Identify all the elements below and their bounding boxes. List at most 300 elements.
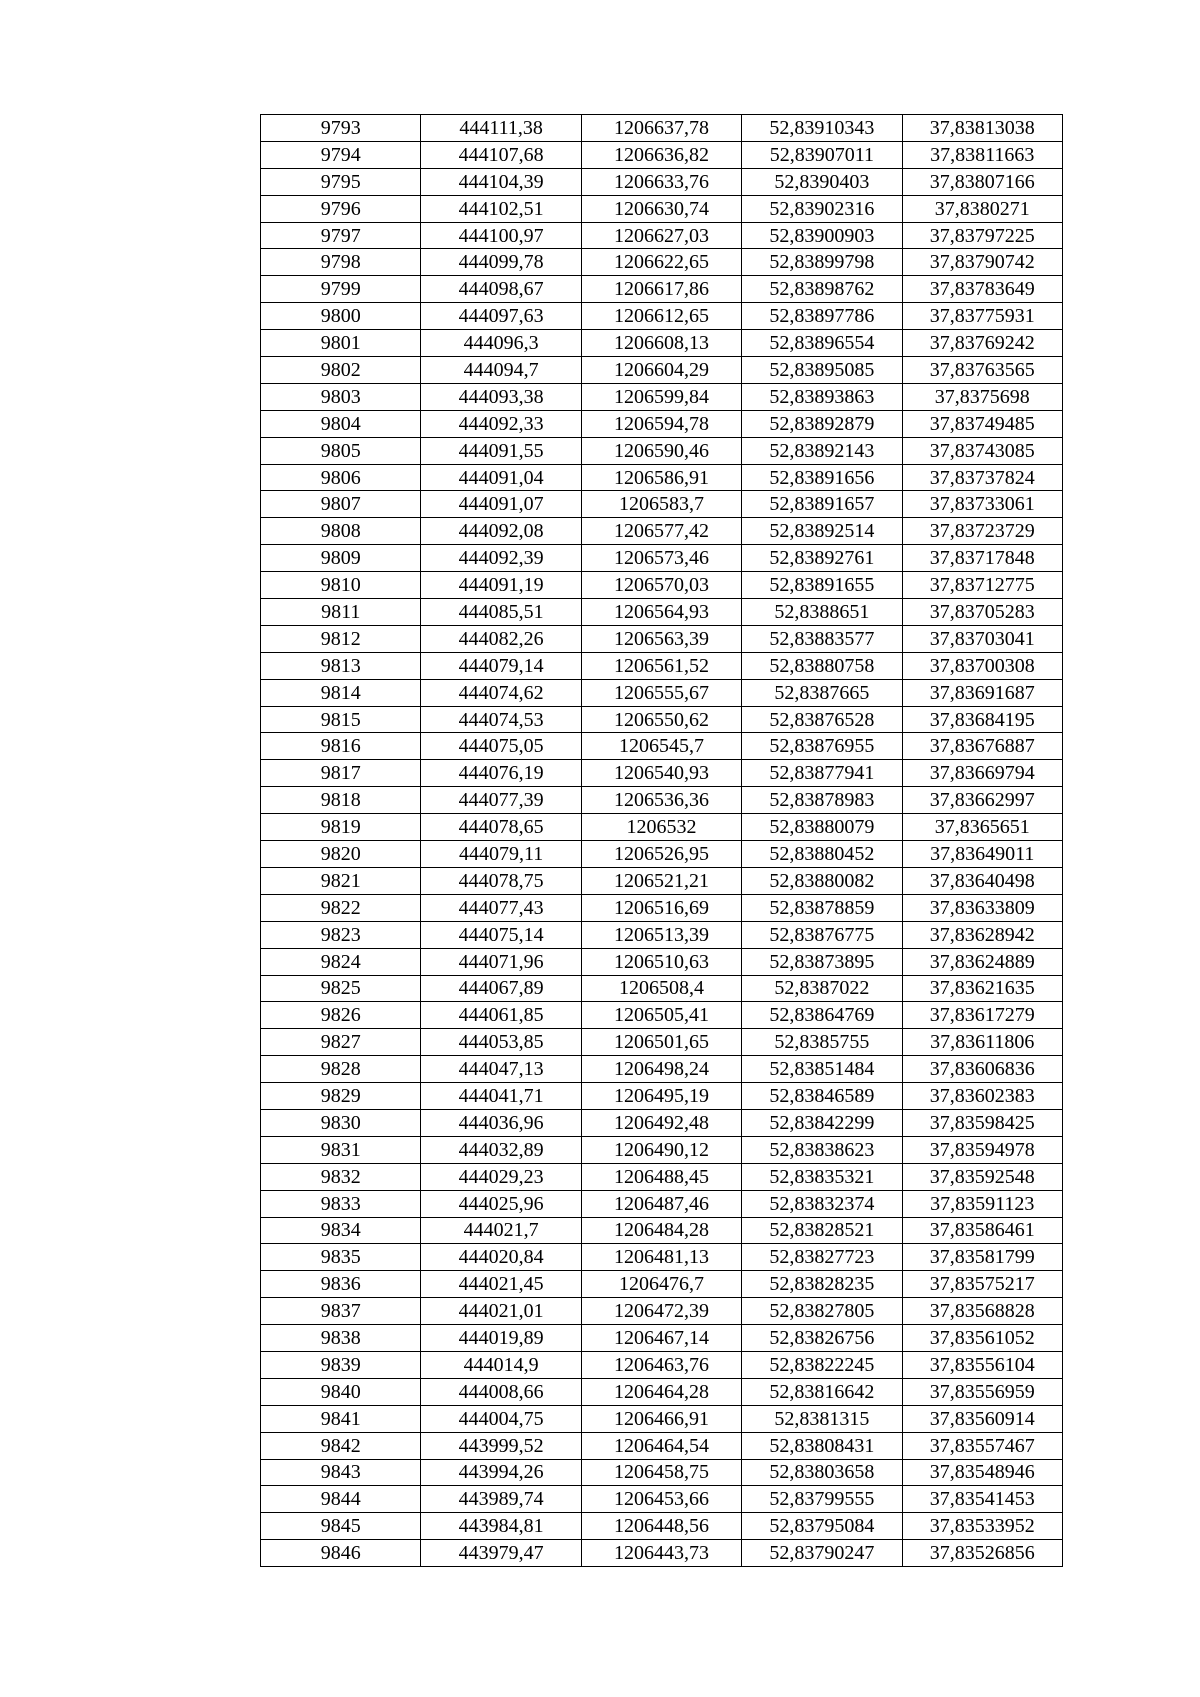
y-coordinate-cell: 1206622,65	[581, 249, 741, 276]
x-coordinate-cell: 444047,13	[421, 1056, 581, 1083]
y-coordinate-cell: 1206463,76	[581, 1351, 741, 1378]
table-row	[261, 383, 1063, 410]
x-coordinate-cell: 444107,68	[421, 141, 581, 168]
longitude-cell: 37,83560914	[902, 1405, 1062, 1432]
x-coordinate-cell: 444014,9	[421, 1351, 581, 1378]
latitude-cell: 52,8387665	[742, 679, 902, 706]
table-row	[261, 814, 1063, 841]
table-row	[261, 975, 1063, 1002]
latitude-cell: 52,83864769	[742, 1002, 902, 1029]
latitude-cell: 52,83891657	[742, 491, 902, 518]
latitude-cell: 52,83876775	[742, 921, 902, 948]
latitude-cell: 52,83892514	[742, 518, 902, 545]
point-number-cell: 9846	[261, 1540, 421, 1567]
table-row	[261, 1459, 1063, 1486]
table-row	[261, 168, 1063, 195]
table-row	[261, 357, 1063, 384]
x-coordinate-cell: 444021,01	[421, 1298, 581, 1325]
longitude-cell: 37,83548946	[902, 1459, 1062, 1486]
y-coordinate-cell: 1206604,29	[581, 357, 741, 384]
table-row	[261, 491, 1063, 518]
point-number-cell: 9840	[261, 1378, 421, 1405]
point-number-cell: 9801	[261, 330, 421, 357]
longitude-cell: 37,83617279	[902, 1002, 1062, 1029]
latitude-cell: 52,83832374	[742, 1190, 902, 1217]
longitude-cell: 37,83662997	[902, 787, 1062, 814]
point-number-cell: 9830	[261, 1109, 421, 1136]
point-number-cell: 9819	[261, 814, 421, 841]
latitude-cell: 52,83827723	[742, 1244, 902, 1271]
y-coordinate-cell: 1206464,54	[581, 1432, 741, 1459]
y-coordinate-cell: 1206505,41	[581, 1002, 741, 1029]
longitude-cell: 37,83763565	[902, 357, 1062, 384]
point-number-cell: 9814	[261, 679, 421, 706]
y-coordinate-cell: 1206476,7	[581, 1271, 741, 1298]
table-row	[261, 921, 1063, 948]
point-number-cell: 9828	[261, 1056, 421, 1083]
y-coordinate-cell: 1206513,39	[581, 921, 741, 948]
x-coordinate-cell: 444019,89	[421, 1325, 581, 1352]
x-coordinate-cell: 444091,19	[421, 572, 581, 599]
longitude-cell: 37,83568828	[902, 1298, 1062, 1325]
point-number-cell: 9822	[261, 894, 421, 921]
point-number-cell: 9809	[261, 545, 421, 572]
x-coordinate-cell: 444076,19	[421, 760, 581, 787]
latitude-cell: 52,83891656	[742, 464, 902, 491]
table-row	[261, 1244, 1063, 1271]
table-row	[261, 1190, 1063, 1217]
latitude-cell: 52,83880082	[742, 867, 902, 894]
x-coordinate-cell: 444075,14	[421, 921, 581, 948]
table-row	[261, 1056, 1063, 1083]
table-row	[261, 1351, 1063, 1378]
longitude-cell: 37,83561052	[902, 1325, 1062, 1352]
latitude-cell: 52,83803658	[742, 1459, 902, 1486]
x-coordinate-cell: 444091,55	[421, 437, 581, 464]
point-number-cell: 9826	[261, 1002, 421, 1029]
latitude-cell: 52,83822245	[742, 1351, 902, 1378]
latitude-cell: 52,8381315	[742, 1405, 902, 1432]
x-coordinate-cell: 444096,3	[421, 330, 581, 357]
longitude-cell: 37,83586461	[902, 1217, 1062, 1244]
table-row	[261, 1083, 1063, 1110]
table-row	[261, 115, 1063, 142]
longitude-cell: 37,83624889	[902, 948, 1062, 975]
point-number-cell: 9820	[261, 841, 421, 868]
y-coordinate-cell: 1206472,39	[581, 1298, 741, 1325]
longitude-cell: 37,83717848	[902, 545, 1062, 572]
latitude-cell: 52,83808431	[742, 1432, 902, 1459]
y-coordinate-cell: 1206508,4	[581, 975, 741, 1002]
point-number-cell: 9815	[261, 706, 421, 733]
table-row	[261, 222, 1063, 249]
latitude-cell: 52,8385755	[742, 1029, 902, 1056]
latitude-cell: 52,83900903	[742, 222, 902, 249]
latitude-cell: 52,83892143	[742, 437, 902, 464]
point-number-cell: 9793	[261, 115, 421, 142]
latitude-cell: 52,83851484	[742, 1056, 902, 1083]
latitude-cell: 52,83910343	[742, 115, 902, 142]
y-coordinate-cell: 1206464,28	[581, 1378, 741, 1405]
table-row	[261, 733, 1063, 760]
longitude-cell: 37,83591123	[902, 1190, 1062, 1217]
y-coordinate-cell: 1206498,24	[581, 1056, 741, 1083]
longitude-cell: 37,83581799	[902, 1244, 1062, 1271]
table-row	[261, 1405, 1063, 1432]
x-coordinate-cell: 444099,78	[421, 249, 581, 276]
latitude-cell: 52,83816642	[742, 1378, 902, 1405]
y-coordinate-cell: 1206563,39	[581, 625, 741, 652]
table-row	[261, 787, 1063, 814]
x-coordinate-cell: 444093,38	[421, 383, 581, 410]
table-row	[261, 760, 1063, 787]
y-coordinate-cell: 1206516,69	[581, 894, 741, 921]
x-coordinate-cell: 444004,75	[421, 1405, 581, 1432]
table-row	[261, 679, 1063, 706]
longitude-cell: 37,83691687	[902, 679, 1062, 706]
table-row	[261, 1029, 1063, 1056]
longitude-cell: 37,8375698	[902, 383, 1062, 410]
point-number-cell: 9811	[261, 599, 421, 626]
table-row	[261, 625, 1063, 652]
x-coordinate-cell: 444092,33	[421, 410, 581, 437]
longitude-cell: 37,83594978	[902, 1136, 1062, 1163]
y-coordinate-cell: 1206608,13	[581, 330, 741, 357]
x-coordinate-cell: 444021,45	[421, 1271, 581, 1298]
latitude-cell: 52,8388651	[742, 599, 902, 626]
point-number-cell: 9825	[261, 975, 421, 1002]
longitude-cell: 37,83700308	[902, 652, 1062, 679]
y-coordinate-cell: 1206594,78	[581, 410, 741, 437]
x-coordinate-cell: 444075,05	[421, 733, 581, 760]
y-coordinate-cell: 1206492,48	[581, 1109, 741, 1136]
y-coordinate-cell: 1206550,62	[581, 706, 741, 733]
point-number-cell: 9827	[261, 1029, 421, 1056]
point-number-cell: 9824	[261, 948, 421, 975]
x-coordinate-cell: 443989,74	[421, 1486, 581, 1513]
table-row	[261, 1136, 1063, 1163]
longitude-cell: 37,83743085	[902, 437, 1062, 464]
table-row	[261, 410, 1063, 437]
table-row	[261, 652, 1063, 679]
latitude-cell: 52,83907011	[742, 141, 902, 168]
point-number-cell: 9796	[261, 195, 421, 222]
y-coordinate-cell: 1206488,45	[581, 1163, 741, 1190]
x-coordinate-cell: 443999,52	[421, 1432, 581, 1459]
y-coordinate-cell: 1206637,78	[581, 115, 741, 142]
longitude-cell: 37,83541453	[902, 1486, 1062, 1513]
y-coordinate-cell: 1206617,86	[581, 276, 741, 303]
table-row	[261, 545, 1063, 572]
point-number-cell: 9843	[261, 1459, 421, 1486]
longitude-cell: 37,83606836	[902, 1056, 1062, 1083]
point-number-cell: 9794	[261, 141, 421, 168]
point-number-cell: 9834	[261, 1217, 421, 1244]
point-number-cell: 9808	[261, 518, 421, 545]
x-coordinate-cell: 444077,39	[421, 787, 581, 814]
table-row	[261, 303, 1063, 330]
latitude-cell: 52,83895085	[742, 357, 902, 384]
longitude-cell: 37,83669794	[902, 760, 1062, 787]
point-number-cell: 9798	[261, 249, 421, 276]
point-number-cell: 9821	[261, 867, 421, 894]
x-coordinate-cell: 444020,84	[421, 1244, 581, 1271]
point-number-cell: 9829	[261, 1083, 421, 1110]
table-row	[261, 249, 1063, 276]
y-coordinate-cell: 1206521,21	[581, 867, 741, 894]
y-coordinate-cell: 1206501,65	[581, 1029, 741, 1056]
latitude-cell: 52,83835321	[742, 1163, 902, 1190]
x-coordinate-cell: 444111,38	[421, 115, 581, 142]
point-number-cell: 9806	[261, 464, 421, 491]
y-coordinate-cell: 1206570,03	[581, 572, 741, 599]
x-coordinate-cell: 444029,23	[421, 1163, 581, 1190]
y-coordinate-cell: 1206577,42	[581, 518, 741, 545]
y-coordinate-cell: 1206586,91	[581, 464, 741, 491]
point-number-cell: 9836	[261, 1271, 421, 1298]
x-coordinate-cell: 443979,47	[421, 1540, 581, 1567]
longitude-cell: 37,83556959	[902, 1378, 1062, 1405]
y-coordinate-cell: 1206481,13	[581, 1244, 741, 1271]
longitude-cell: 37,83533952	[902, 1513, 1062, 1540]
latitude-cell: 52,83880452	[742, 841, 902, 868]
y-coordinate-cell: 1206636,82	[581, 141, 741, 168]
point-number-cell: 9805	[261, 437, 421, 464]
point-number-cell: 9818	[261, 787, 421, 814]
x-coordinate-cell: 444100,97	[421, 222, 581, 249]
y-coordinate-cell: 1206487,46	[581, 1190, 741, 1217]
table-row	[261, 1325, 1063, 1352]
table-row	[261, 894, 1063, 921]
longitude-cell: 37,8365651	[902, 814, 1062, 841]
y-coordinate-cell: 1206490,12	[581, 1136, 741, 1163]
point-number-cell: 9795	[261, 168, 421, 195]
longitude-cell: 37,83556104	[902, 1351, 1062, 1378]
table-row	[261, 141, 1063, 168]
longitude-cell: 37,83649011	[902, 841, 1062, 868]
point-number-cell: 9807	[261, 491, 421, 518]
latitude-cell: 52,83838623	[742, 1136, 902, 1163]
point-number-cell: 9817	[261, 760, 421, 787]
x-coordinate-cell: 444025,96	[421, 1190, 581, 1217]
longitude-cell: 37,83783649	[902, 276, 1062, 303]
y-coordinate-cell: 1206536,36	[581, 787, 741, 814]
longitude-cell: 37,83797225	[902, 222, 1062, 249]
table-row	[261, 1513, 1063, 1540]
latitude-cell: 52,83893863	[742, 383, 902, 410]
point-number-cell: 9838	[261, 1325, 421, 1352]
x-coordinate-cell: 444071,96	[421, 948, 581, 975]
y-coordinate-cell: 1206612,65	[581, 303, 741, 330]
x-coordinate-cell: 444091,04	[421, 464, 581, 491]
point-number-cell: 9810	[261, 572, 421, 599]
table-row	[261, 867, 1063, 894]
latitude-cell: 52,83799555	[742, 1486, 902, 1513]
x-coordinate-cell: 443994,26	[421, 1459, 581, 1486]
longitude-cell: 37,83733061	[902, 491, 1062, 518]
y-coordinate-cell: 1206510,63	[581, 948, 741, 975]
point-number-cell: 9799	[261, 276, 421, 303]
point-number-cell: 9813	[261, 652, 421, 679]
latitude-cell: 52,83842299	[742, 1109, 902, 1136]
latitude-cell: 52,83876528	[742, 706, 902, 733]
y-coordinate-cell: 1206484,28	[581, 1217, 741, 1244]
y-coordinate-cell: 1206467,14	[581, 1325, 741, 1352]
longitude-cell: 37,83592548	[902, 1163, 1062, 1190]
x-coordinate-cell: 444094,7	[421, 357, 581, 384]
longitude-cell: 37,83640498	[902, 867, 1062, 894]
y-coordinate-cell: 1206561,52	[581, 652, 741, 679]
x-coordinate-cell: 444053,85	[421, 1029, 581, 1056]
x-coordinate-cell: 444036,96	[421, 1109, 581, 1136]
table-row	[261, 276, 1063, 303]
y-coordinate-cell: 1206564,93	[581, 599, 741, 626]
latitude-cell: 52,83899798	[742, 249, 902, 276]
latitude-cell: 52,83846589	[742, 1083, 902, 1110]
x-coordinate-cell: 444061,85	[421, 1002, 581, 1029]
table-row	[261, 841, 1063, 868]
longitude-cell: 37,83628942	[902, 921, 1062, 948]
x-coordinate-cell: 444008,66	[421, 1378, 581, 1405]
y-coordinate-cell: 1206540,93	[581, 760, 741, 787]
latitude-cell: 52,83883577	[742, 625, 902, 652]
y-coordinate-cell: 1206453,66	[581, 1486, 741, 1513]
longitude-cell: 37,83813038	[902, 115, 1062, 142]
longitude-cell: 37,83712775	[902, 572, 1062, 599]
longitude-cell: 37,83684195	[902, 706, 1062, 733]
latitude-cell: 52,83892879	[742, 410, 902, 437]
point-number-cell: 9833	[261, 1190, 421, 1217]
x-coordinate-cell: 444078,75	[421, 867, 581, 894]
latitude-cell: 52,83902316	[742, 195, 902, 222]
latitude-cell: 52,83897786	[742, 303, 902, 330]
latitude-cell: 52,83878983	[742, 787, 902, 814]
y-coordinate-cell: 1206443,73	[581, 1540, 741, 1567]
x-coordinate-cell: 444032,89	[421, 1136, 581, 1163]
table-row	[261, 1540, 1063, 1567]
y-coordinate-cell: 1206458,75	[581, 1459, 741, 1486]
y-coordinate-cell: 1206633,76	[581, 168, 741, 195]
point-number-cell: 9797	[261, 222, 421, 249]
y-coordinate-cell: 1206630,74	[581, 195, 741, 222]
point-number-cell: 9839	[261, 1351, 421, 1378]
latitude-cell: 52,83828235	[742, 1271, 902, 1298]
longitude-cell: 37,8380271	[902, 195, 1062, 222]
y-coordinate-cell: 1206466,91	[581, 1405, 741, 1432]
point-number-cell: 9832	[261, 1163, 421, 1190]
table-row	[261, 1217, 1063, 1244]
latitude-cell: 52,83880079	[742, 814, 902, 841]
longitude-cell: 37,83633809	[902, 894, 1062, 921]
table-row	[261, 437, 1063, 464]
table-row	[261, 1486, 1063, 1513]
x-coordinate-cell: 444092,08	[421, 518, 581, 545]
table-row	[261, 706, 1063, 733]
point-number-cell: 9804	[261, 410, 421, 437]
y-coordinate-cell: 1206526,95	[581, 841, 741, 868]
latitude-cell: 52,83880758	[742, 652, 902, 679]
x-coordinate-cell: 444074,62	[421, 679, 581, 706]
x-coordinate-cell: 444097,63	[421, 303, 581, 330]
point-number-cell: 9841	[261, 1405, 421, 1432]
latitude-cell: 52,83878859	[742, 894, 902, 921]
longitude-cell: 37,83575217	[902, 1271, 1062, 1298]
x-coordinate-cell: 444091,07	[421, 491, 581, 518]
x-coordinate-cell: 444041,71	[421, 1083, 581, 1110]
table-row	[261, 1163, 1063, 1190]
point-number-cell: 9842	[261, 1432, 421, 1459]
latitude-cell: 52,83877941	[742, 760, 902, 787]
latitude-cell: 52,83828521	[742, 1217, 902, 1244]
latitude-cell: 52,83876955	[742, 733, 902, 760]
point-number-cell: 9837	[261, 1298, 421, 1325]
table-row	[261, 518, 1063, 545]
longitude-cell: 37,83723729	[902, 518, 1062, 545]
longitude-cell: 37,83811663	[902, 141, 1062, 168]
x-coordinate-cell: 444104,39	[421, 168, 581, 195]
y-coordinate-cell: 1206448,56	[581, 1513, 741, 1540]
y-coordinate-cell: 1206599,84	[581, 383, 741, 410]
table-row	[261, 1109, 1063, 1136]
latitude-cell: 52,83790247	[742, 1540, 902, 1567]
latitude-cell: 52,83892761	[742, 545, 902, 572]
table-row	[261, 1378, 1063, 1405]
longitude-cell: 37,83611806	[902, 1029, 1062, 1056]
x-coordinate-cell: 444085,51	[421, 599, 581, 626]
x-coordinate-cell: 444082,26	[421, 625, 581, 652]
point-number-cell: 9802	[261, 357, 421, 384]
longitude-cell: 37,83737824	[902, 464, 1062, 491]
longitude-cell: 37,83526856	[902, 1540, 1062, 1567]
x-coordinate-cell: 444078,65	[421, 814, 581, 841]
table-row	[261, 948, 1063, 975]
point-number-cell: 9812	[261, 625, 421, 652]
x-coordinate-cell: 444079,11	[421, 841, 581, 868]
table-row	[261, 1298, 1063, 1325]
longitude-cell: 37,83703041	[902, 625, 1062, 652]
y-coordinate-cell: 1206573,46	[581, 545, 741, 572]
longitude-cell: 37,83621635	[902, 975, 1062, 1002]
point-number-cell: 9831	[261, 1136, 421, 1163]
latitude-cell: 52,83827805	[742, 1298, 902, 1325]
x-coordinate-cell: 444021,7	[421, 1217, 581, 1244]
coordinates-table-body	[261, 115, 1063, 1567]
longitude-cell: 37,83602383	[902, 1083, 1062, 1110]
table-row	[261, 572, 1063, 599]
x-coordinate-cell: 444077,43	[421, 894, 581, 921]
point-number-cell: 9835	[261, 1244, 421, 1271]
point-number-cell: 9800	[261, 303, 421, 330]
longitude-cell: 37,83598425	[902, 1109, 1062, 1136]
y-coordinate-cell: 1206627,03	[581, 222, 741, 249]
y-coordinate-cell: 1206495,19	[581, 1083, 741, 1110]
table-row	[261, 195, 1063, 222]
longitude-cell: 37,83557467	[902, 1432, 1062, 1459]
table-row	[261, 330, 1063, 357]
longitude-cell: 37,83676887	[902, 733, 1062, 760]
latitude-cell: 52,8387022	[742, 975, 902, 1002]
point-number-cell: 9844	[261, 1486, 421, 1513]
table-row	[261, 464, 1063, 491]
latitude-cell: 52,83795084	[742, 1513, 902, 1540]
latitude-cell: 52,83826756	[742, 1325, 902, 1352]
latitude-cell: 52,83873895	[742, 948, 902, 975]
coordinates-table	[260, 114, 1063, 1567]
latitude-cell: 52,8390403	[742, 168, 902, 195]
y-coordinate-cell: 1206532	[581, 814, 741, 841]
longitude-cell: 37,83790742	[902, 249, 1062, 276]
x-coordinate-cell: 444067,89	[421, 975, 581, 1002]
